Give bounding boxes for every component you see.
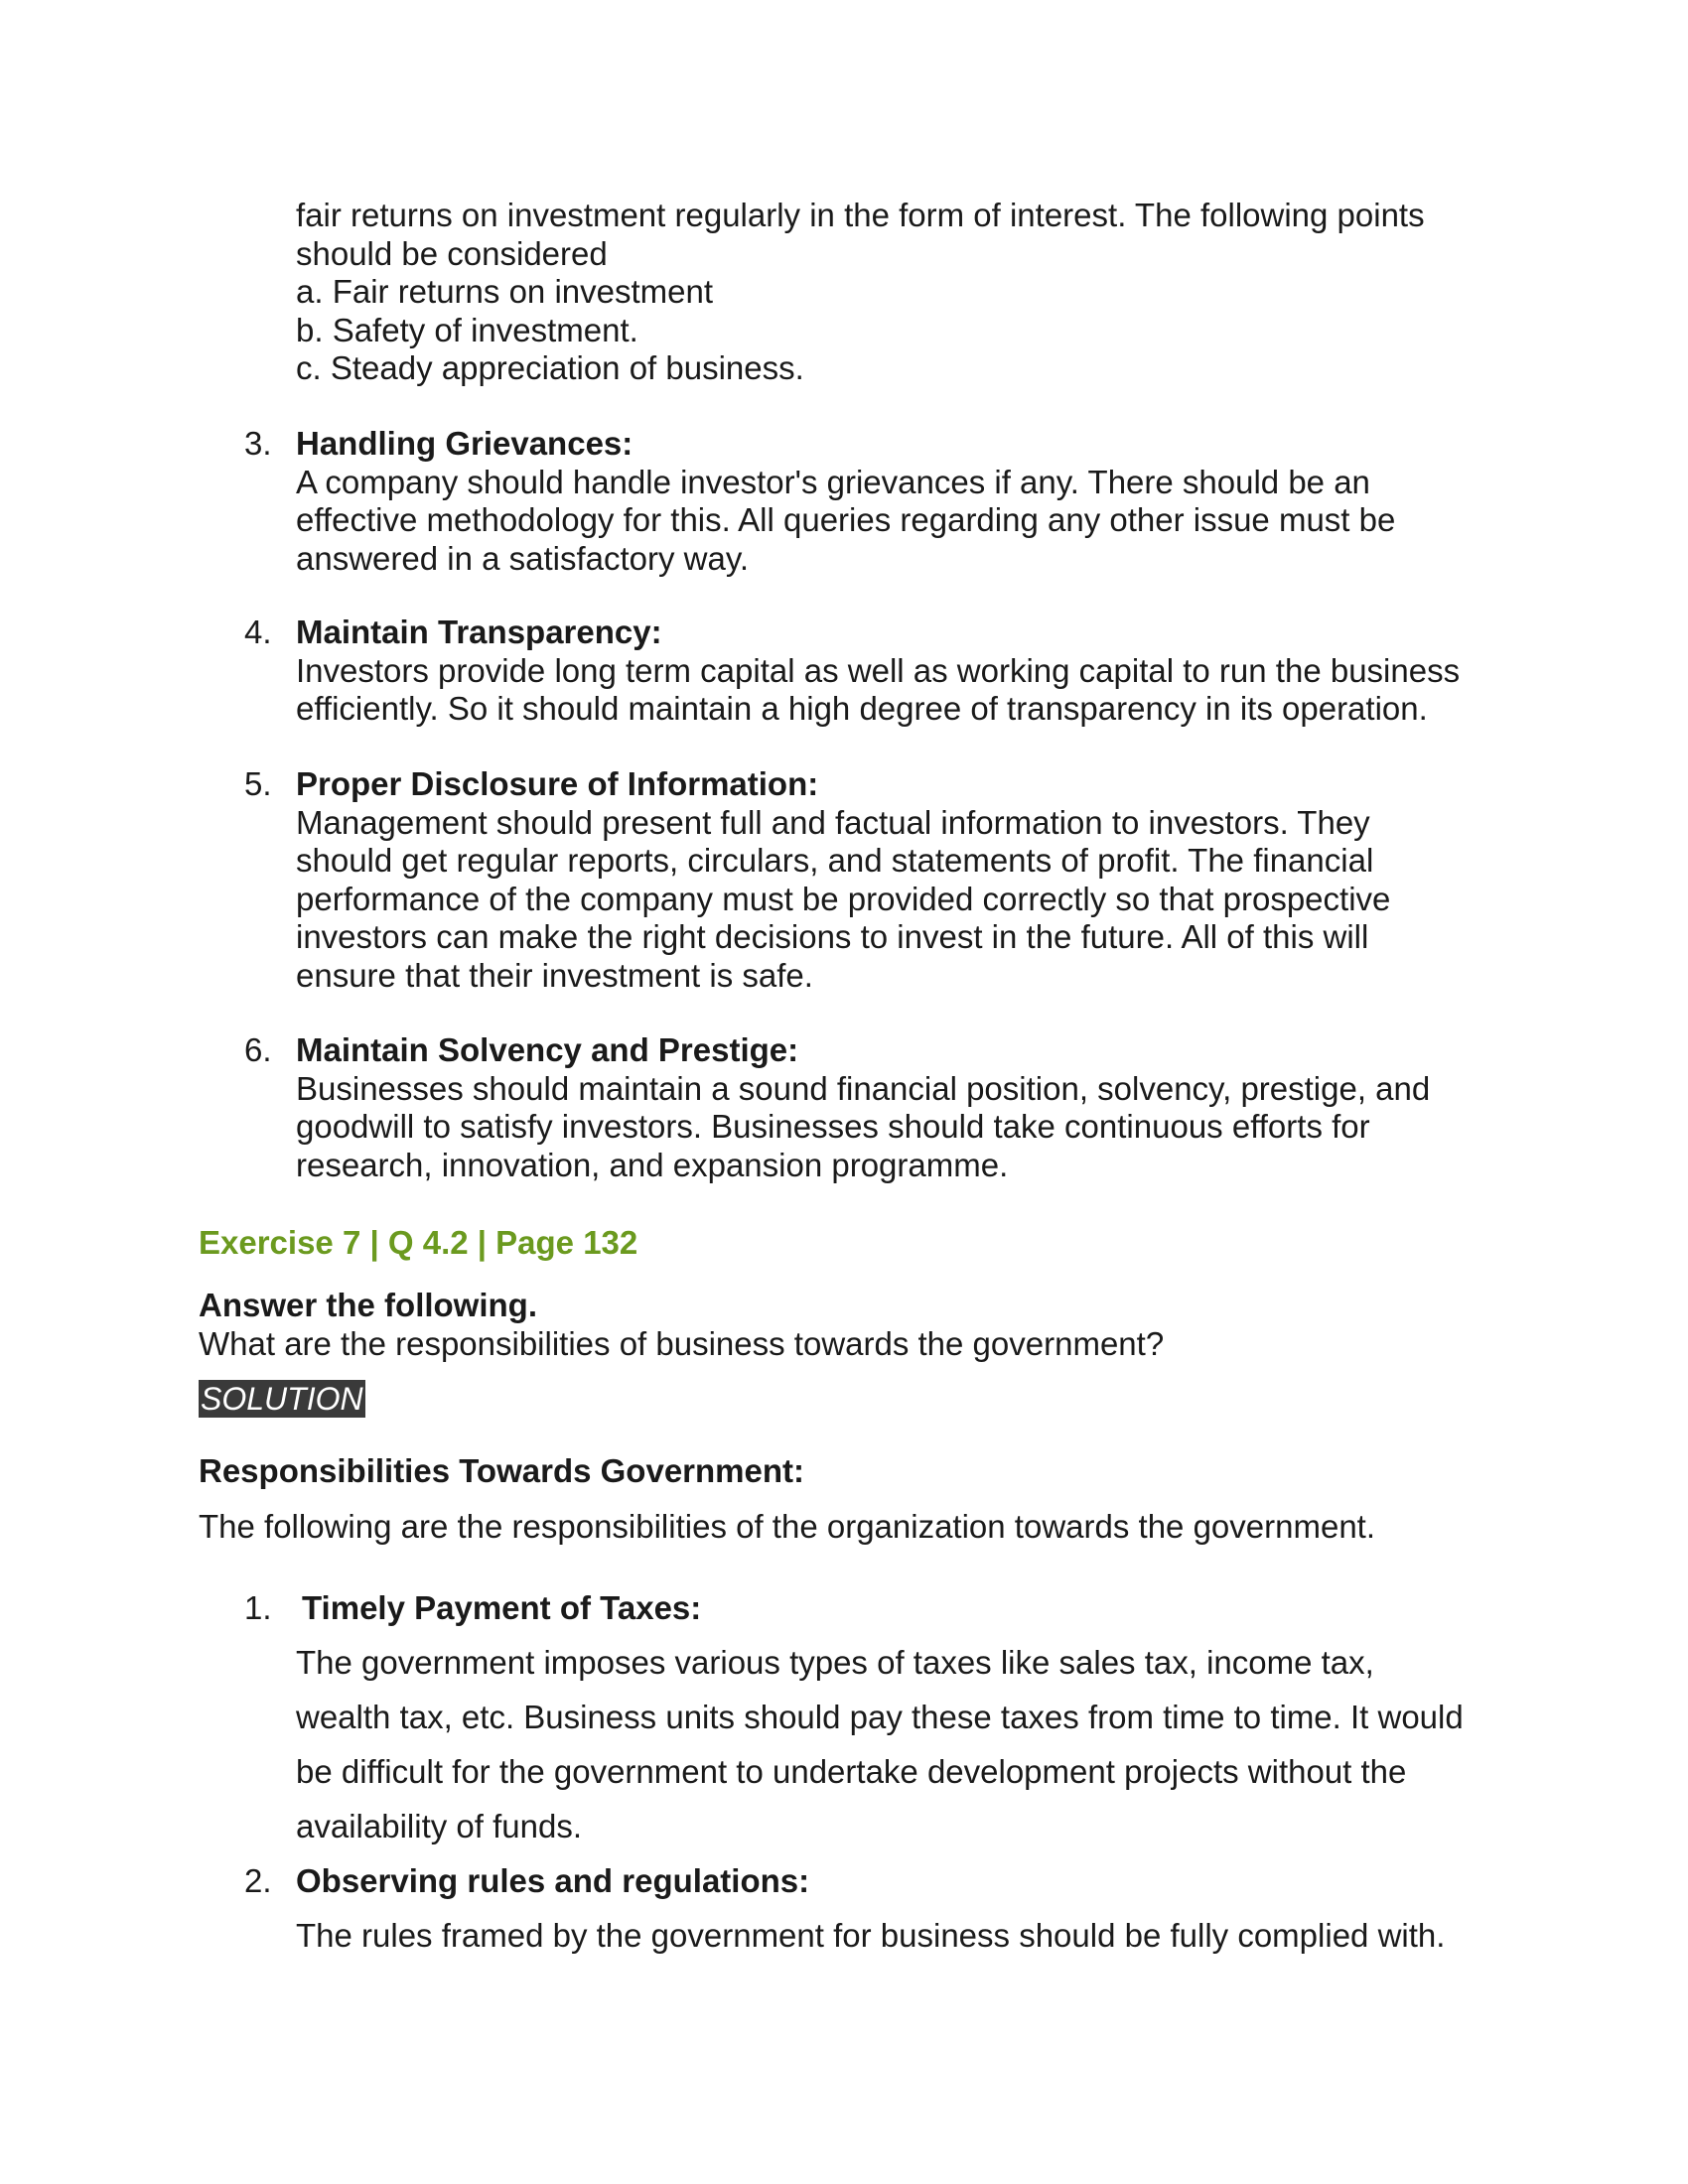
intro-line: should be considered: [296, 234, 608, 272]
subpoint-item: b. Safety of investment.: [296, 311, 638, 348]
list-item-number: 4.: [244, 614, 272, 650]
solution-title: Responsibilities Towards Government:: [199, 1452, 805, 1489]
list-item-number: 6.: [244, 1031, 272, 1068]
list-item-number: 5.: [244, 765, 272, 802]
list-item-number: 1.: [244, 1589, 272, 1626]
list-item-line: ensure that their investment is safe.: [296, 956, 813, 994]
list-item-line: Investors provide long term capital as well as working capital to run the business: [296, 651, 1461, 689]
list-item-line: Businesses should maintain a sound financial position, solvency, prestige, and: [296, 1069, 1431, 1107]
subpoint-item: c. Steady appreciation of business.: [296, 349, 804, 386]
intro-paragraph: [296, 197, 1497, 388]
list-item-line: be difficult for the government to undertake development projects without the: [296, 1753, 1407, 1790]
list-item-title: Handling Grievances:: [296, 425, 633, 462]
list-item-line: Management should present full and factual information to investors. They: [296, 803, 1370, 841]
exercise-heading: Exercise 7 | Q 4.2 | Page 132: [199, 1224, 638, 1261]
solution-intro: [199, 1508, 1489, 1547]
intro-line: fair returns on investment regularly in the form of interest. The following points: [296, 197, 1425, 233]
list-item-line: answered in a satisfactory way.: [296, 539, 750, 577]
list-item-line: A company should handle investor's grievances if any. There should be an: [296, 463, 1370, 500]
list-item-line: should get regular reports, circulars, and statements of profit. The financial: [296, 842, 1374, 879]
list-item-line: The government imposes various types of taxes like sales tax, income tax,: [296, 1644, 1374, 1681]
list-item-title: Maintain Solvency and Prestige:: [296, 1031, 799, 1068]
list-item-line: investors can make the right decisions to invest in the future. All of this will: [296, 918, 1369, 955]
solution-heading: [199, 1452, 1489, 1491]
question-text: What are the responsibilities of business towards the government?: [199, 1324, 1165, 1362]
list-item-line: research, innovation, and expansion programme.: [296, 1146, 1009, 1183]
list-item-number: 3.: [244, 425, 272, 462]
solution-intro-text: The following are the responsibilities of the organization towards the government.: [199, 1508, 1376, 1545]
list-item-line: effective methodology for this. All queries regarding any other issue must be: [296, 501, 1396, 538]
list-item-title: Maintain Transparency:: [296, 614, 662, 650]
list-item-title: Observing rules and regulations:: [296, 1862, 810, 1899]
subpoint-item: a. Fair returns on investment: [296, 273, 714, 310]
list-item-line: wealth tax, etc. Business units should pay these taxes from time to time. It would: [296, 1699, 1464, 1735]
list-item-line: availability of funds.: [296, 1808, 582, 1844]
question-instruction: Answer the following.: [199, 1287, 538, 1323]
list-item-title: Timely Payment of Taxes:: [302, 1589, 702, 1626]
list-item-title: Proper Disclosure of Information:: [296, 765, 819, 802]
question-block: [199, 1287, 1489, 1363]
list-item-line: The rules framed by the government for business should be fully complied with.: [296, 1917, 1446, 1954]
list-item-number: 2.: [244, 1862, 272, 1899]
list-item-line: performance of the company must be provided correctly so that prospective: [296, 880, 1391, 917]
solution-badge: SOLUTION: [201, 1381, 363, 1417]
list-item-line: efficiently. So it should maintain a high degree of transparency in its operation.: [296, 690, 1428, 727]
list-item-line: goodwill to satisfy investors. Businesses should take continuous efforts for: [296, 1108, 1370, 1145]
